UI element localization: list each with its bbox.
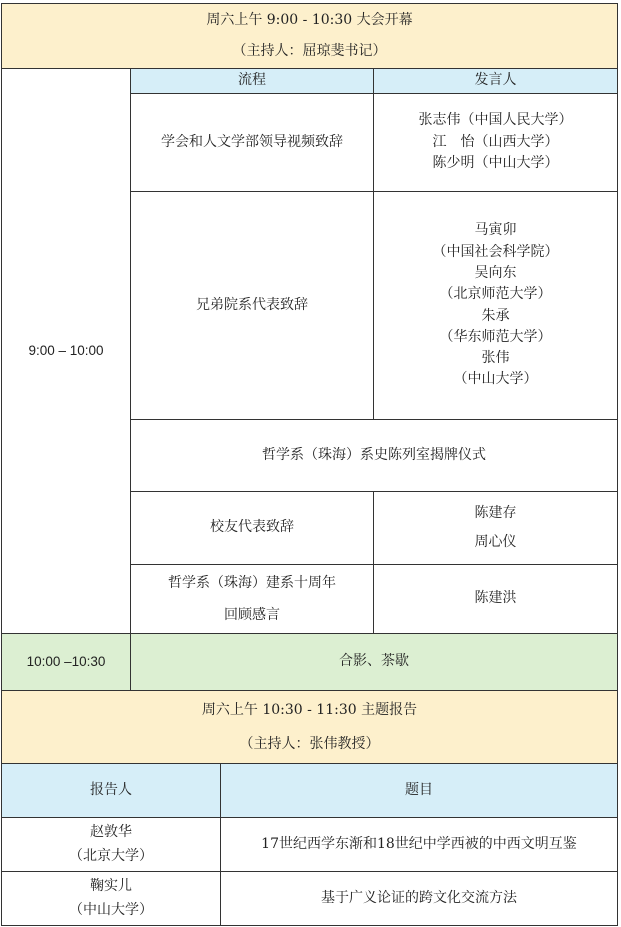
speaker-name: 周心仪	[474, 534, 517, 550]
speaker-name: 张志伟（中国人民大学）	[418, 111, 573, 128]
opening-time: 9:00 – 10:00	[28, 342, 104, 358]
reporter-org: （北京大学）	[69, 847, 153, 864]
row-3-ceremony-label: 哲学系（珠海）系史陈列室揭牌仪式	[262, 446, 486, 463]
report-row-2-topic	[220, 871, 618, 926]
speaker-name: 张伟	[481, 350, 510, 367]
row-4-process-label: 校友代表致辞	[210, 519, 294, 536]
break-label-cell	[130, 633, 618, 691]
row-1-speakers	[373, 93, 618, 192]
row-5-speakers	[373, 564, 618, 634]
process-header-label: 流程	[238, 72, 266, 89]
row-5-process-line: 哲学系（珠海）建系十周年	[168, 574, 336, 591]
speaker-name: 江 怡（山西大学）	[432, 133, 559, 150]
opening-host: （主持人：屈琼斐书记）	[232, 43, 387, 59]
row-5-process	[130, 564, 374, 634]
report-row-1-reporter	[1, 817, 221, 872]
reporter-header-label: 报告人	[90, 781, 132, 798]
row-1-process-label: 学会和人文学部领导视频致辞	[161, 133, 343, 150]
row-2-speakers	[373, 191, 618, 420]
row-4-process	[130, 491, 374, 565]
report-title: 周六上午 10:30 - 11:30 主题报告	[201, 701, 418, 718]
break-label: 合影、茶歇	[339, 653, 409, 670]
speaker-name: 陈建洪	[474, 590, 517, 607]
report-header	[1, 690, 618, 764]
reporter-header	[1, 763, 221, 818]
speaker-org: （中国社会科学院）	[432, 243, 559, 260]
break-time-cell	[1, 633, 131, 691]
report-row-2-reporter	[1, 871, 221, 926]
speaker-name: 马寅卯	[474, 222, 517, 239]
speaker-name: 吴向东	[474, 264, 517, 281]
row-2-process-label: 兄弟院系代表致辞	[196, 296, 308, 313]
row-2-process	[130, 191, 374, 420]
row-1-process	[130, 93, 374, 192]
process-header	[130, 68, 374, 94]
opening-header	[1, 3, 618, 69]
topic-header	[220, 763, 618, 818]
row-5-process-line: 回顾感言	[224, 607, 280, 623]
reporter-name: 赵敦华	[90, 824, 132, 841]
report-topic: 17世纪西学东渐和18世纪中学西被的中西文明互鉴	[261, 835, 577, 852]
row-3-ceremony	[130, 419, 618, 492]
speaker-name: 陈少明（中山大学）	[432, 155, 559, 172]
break-time: 10:00 –10:30	[26, 653, 106, 669]
speaker-org: （北京师范大学）	[439, 286, 552, 303]
speaker-name: 朱承	[481, 307, 510, 324]
topic-header-label: 题目	[405, 781, 433, 798]
speaker-org: （华东师范大学）	[439, 328, 552, 345]
opening-title: 周六上午 9:00 - 10:30 大会开幕	[206, 11, 413, 28]
opening-time-cell	[1, 68, 131, 634]
speaker-header	[373, 68, 618, 94]
row-4-speakers	[373, 491, 618, 565]
report-topic: 基于广义论证的跨文化交流方法	[321, 889, 517, 906]
speaker-org: （中山大学）	[453, 371, 538, 388]
speaker-header-label: 发言人	[474, 72, 517, 89]
speaker-name: 陈建存	[474, 505, 517, 522]
report-host: （主持人：张伟教授）	[239, 736, 380, 752]
reporter-name: 鞠实儿	[90, 878, 132, 895]
report-row-1-topic	[220, 817, 618, 872]
reporter-org: （中山大学）	[69, 901, 153, 918]
